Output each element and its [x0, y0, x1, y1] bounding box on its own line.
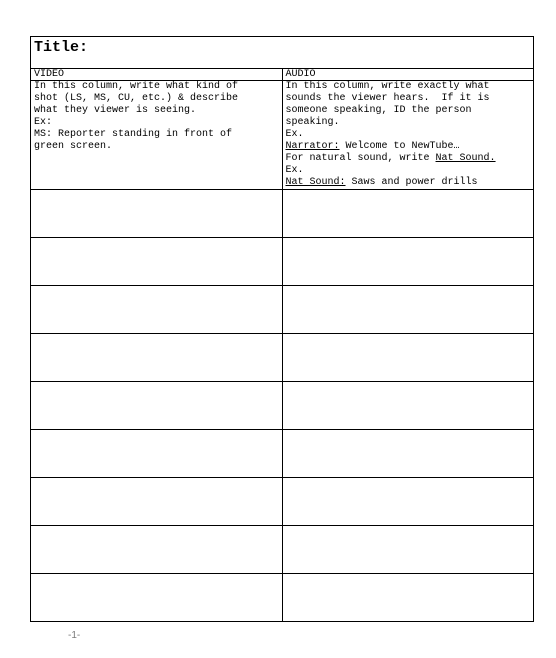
audio-instruction-line: sounds the viewer hears. If it is	[285, 93, 490, 104]
narrator-example-line	[286, 141, 531, 153]
script-row	[31, 430, 534, 478]
video-cell[interactable]	[31, 478, 283, 526]
audio-cell[interactable]	[282, 382, 534, 430]
video-cell[interactable]	[31, 430, 283, 478]
audio-cell[interactable]	[282, 238, 534, 286]
audio-instruction-line: someone speaking, ID the person	[285, 105, 472, 116]
video-cell[interactable]	[31, 286, 283, 334]
nat-sound-instruction-prefix: For natural sound, write	[285, 153, 436, 164]
script-row	[31, 286, 534, 334]
video-cell[interactable]	[31, 238, 283, 286]
video-instruction-line: Ex:	[34, 117, 53, 128]
video-instruction-line: MS: Reporter standing in front of	[34, 129, 233, 140]
nat-sound-example-line	[286, 177, 531, 189]
audio-cell[interactable]	[282, 190, 534, 238]
column-header-row	[31, 69, 534, 81]
video-cell[interactable]	[31, 382, 283, 430]
audio-instruction-line: Ex.	[285, 165, 304, 176]
audio-instruction-line: speaking.	[285, 117, 340, 128]
video-instruction-line: shot (LS, MS, CU, etc.) & describe	[34, 93, 239, 104]
nat-sound-instruction-line	[286, 153, 531, 165]
audio-column-header: AUDIO	[282, 69, 534, 81]
script-row	[31, 574, 534, 622]
video-cell[interactable]	[31, 334, 283, 382]
script-table	[30, 36, 534, 622]
script-row	[31, 334, 534, 382]
nat-sound-term: Nat Sound.	[435, 153, 496, 164]
nat-sound-text: Saws and power drills	[345, 177, 478, 188]
audio-instruction-line: Ex.	[285, 129, 304, 140]
title-cell[interactable]	[31, 37, 534, 69]
nat-sound-label: Nat Sound:	[285, 177, 346, 188]
narrator-text: Welcome to NewTube…	[339, 141, 460, 152]
audio-instructions-cell[interactable]	[282, 81, 534, 190]
script-row	[31, 526, 534, 574]
page-number: -1-	[68, 630, 81, 641]
audio-cell[interactable]	[282, 430, 534, 478]
title-label: Title:	[34, 39, 89, 56]
narrator-label: Narrator:	[285, 141, 340, 152]
audio-cell[interactable]	[282, 478, 534, 526]
video-instruction-line: green screen.	[34, 141, 113, 152]
script-row	[31, 238, 534, 286]
instruction-row	[31, 81, 534, 190]
video-cell[interactable]	[31, 574, 283, 622]
video-column-header: VIDEO	[31, 69, 283, 81]
script-row	[31, 382, 534, 430]
video-instruction-line: In this column, write what kind of	[34, 81, 239, 92]
video-cell[interactable]	[31, 526, 283, 574]
video-cell[interactable]	[31, 190, 283, 238]
audio-cell[interactable]	[282, 334, 534, 382]
audio-cell[interactable]	[282, 526, 534, 574]
audio-cell[interactable]	[282, 286, 534, 334]
video-instruction-line: what they viewer is seeing.	[34, 105, 197, 116]
script-row	[31, 478, 534, 526]
audio-instruction-line: In this column, write exactly what	[285, 81, 490, 92]
audio-cell[interactable]	[282, 574, 534, 622]
script-row	[31, 190, 534, 238]
title-row	[31, 37, 534, 69]
video-instructions-cell[interactable]	[31, 81, 283, 190]
